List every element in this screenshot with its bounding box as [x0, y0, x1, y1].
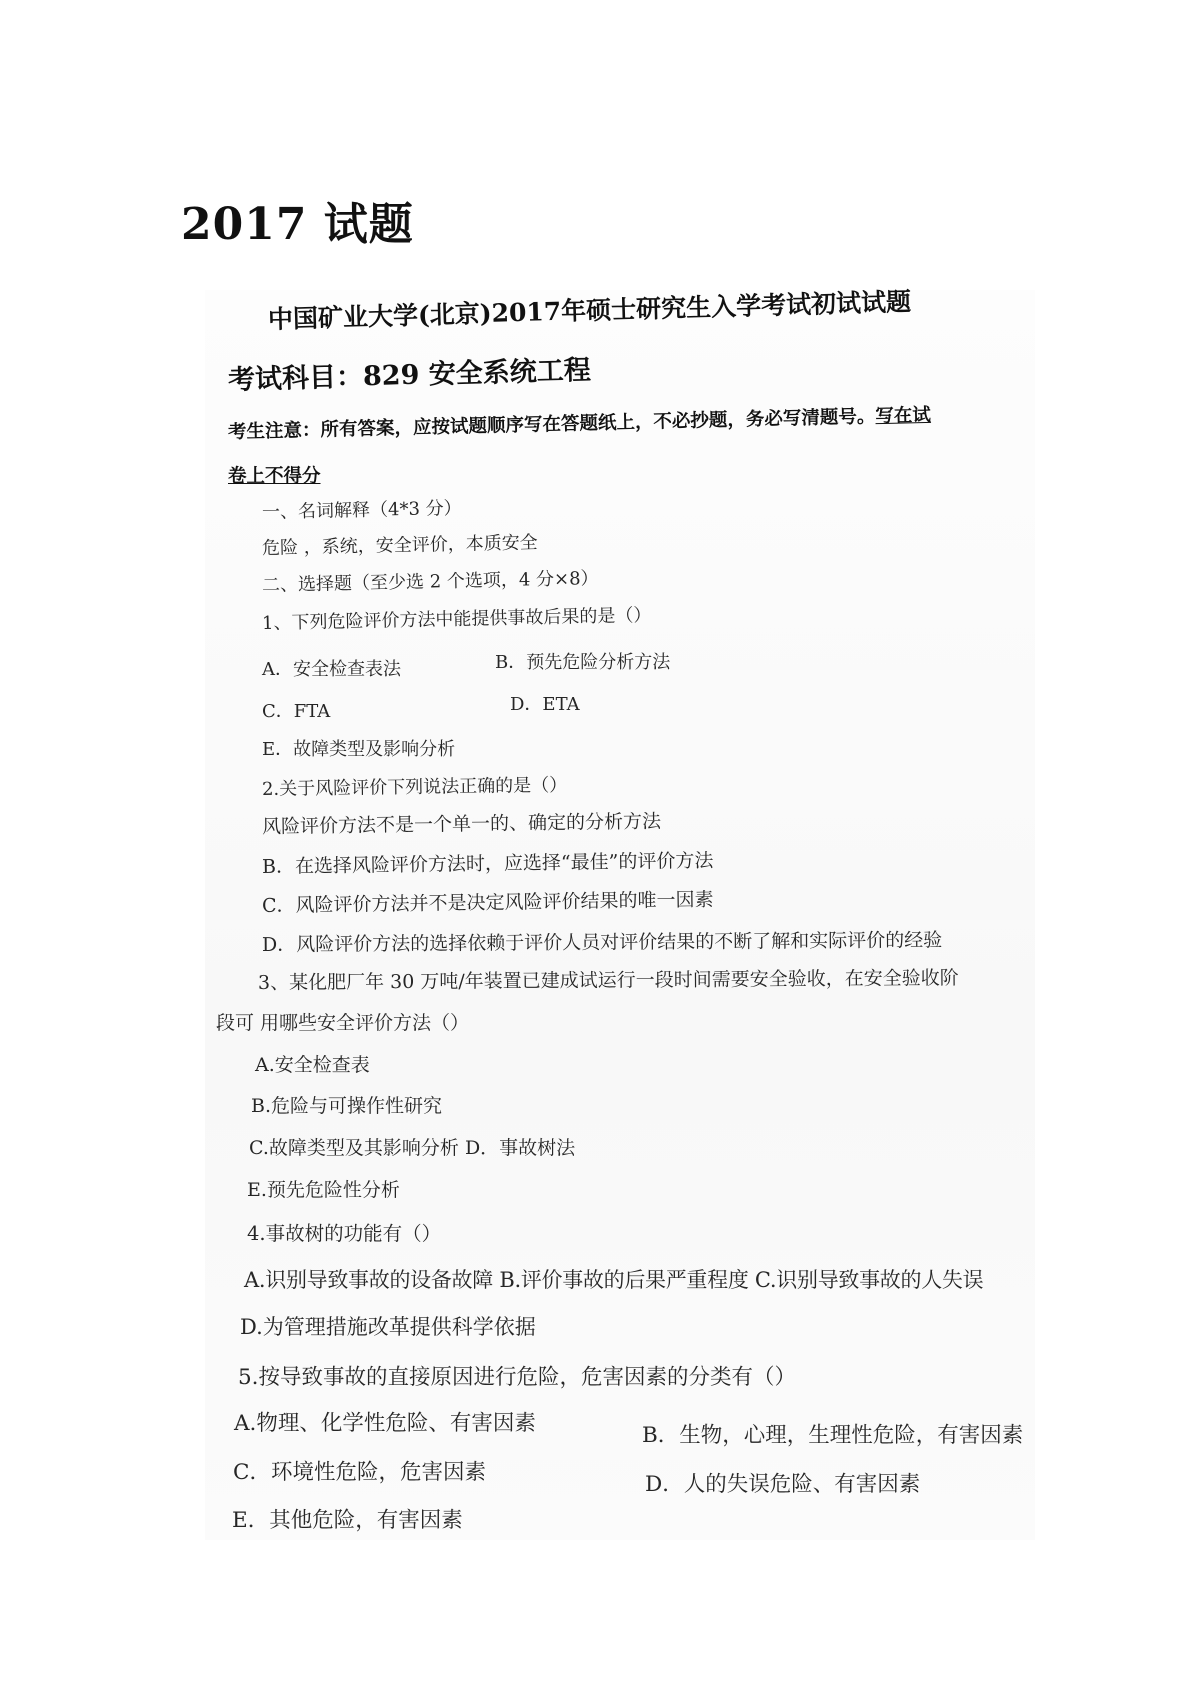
q1-option-a: A．安全检查表法 — [262, 659, 401, 680]
notice-underlined-2: 卷上不得分 — [228, 466, 321, 487]
q1-option-d: D．ETA — [510, 694, 580, 715]
q1-stem: 1、下列危险评价方法中能提供事故后果的是（） — [261, 604, 652, 634]
section1-title: 一、名词解释（4*3 分） — [261, 497, 462, 523]
q5-option-a: A.物理、化学性危险、有害因素 — [234, 1411, 536, 1436]
notice-underlined-1: 写在试 — [875, 404, 932, 428]
q2-option-a: 风险评价方法不是一个单一的、确定的分析方法 — [261, 810, 662, 838]
q3-stem-1: 3、某化肥厂年 30 万吨/年装置已建成试运行一段时间需要安全验收，在安全验收阶 — [257, 967, 959, 994]
q5-option-d: D．人的失误危险、有害因素 — [645, 1472, 921, 1497]
q2-option-b: B．在选择风险评价方法时，应选择“最佳”的评价方法 — [261, 849, 714, 878]
q2-option-c: C．风险评价方法并不是决定风险评价结果的唯一因素 — [261, 888, 714, 917]
q1-option-e: E．故障类型及影响分析 — [262, 739, 456, 760]
q2-option-d: D．风险评价方法的选择依赖于评价人员对评价结果的不断了解和实际评价的经验 — [261, 929, 943, 956]
q5-option-c: C．环境性危险，危害因素 — [233, 1460, 486, 1485]
q4-options-abc: A.识别导致事故的设备故障 B.评价事故的后果严重程度 C.识别导致事故的人失误 — [244, 1268, 984, 1292]
q4-option-d: D.为管理措施改革提供科学依据 — [240, 1315, 536, 1339]
exam-header: 中国矿业大学(北京)2017年硕士研究生入学考试初试试题 — [267, 287, 912, 334]
notice-text: 所有答案，应按试题顺序写在答题纸上，不必抄题，务必写清题号。 — [320, 406, 876, 441]
q5-option-b: B．生物，心理，生理性危险，有害因素 — [642, 1423, 1024, 1448]
q3-option-e: E.预先危险性分析 — [247, 1179, 400, 1201]
subject-label: 考试科目： — [227, 361, 364, 396]
q4-stem: 4.事故树的功能有（） — [247, 1222, 442, 1245]
notice-label: 考生注意： — [227, 419, 321, 443]
subject-value: 829 安全系统工程 — [362, 354, 592, 393]
page-title: 2017 试题 — [181, 199, 414, 250]
q3-option-cd: C.故障类型及其影响分析 D．事故树法 — [249, 1137, 576, 1159]
q3-option-b: B.危险与可操作性研究 — [251, 1095, 443, 1117]
q3-option-a: A.安全检查表 — [255, 1054, 370, 1076]
q5-stem: 5.按导致事故的直接原因进行危险，危害因素的分类有（） — [238, 1365, 797, 1390]
section1-terms: 危险 ，系统，安全评价，本质安全 — [261, 532, 538, 559]
section2-title: 二、选择题（至少选 2 个选项，4 分×8） — [261, 567, 599, 596]
q1-option-c: C．FTA — [262, 701, 331, 722]
q1-option-b: B．预先危险分析方法 — [495, 652, 671, 673]
q2-stem: 2.关于风险评价下列说法正确的是（） — [261, 774, 568, 800]
q3-stem-2: 段可 用哪些安全评价方法（） — [216, 1012, 470, 1034]
q5-option-e: E．其他危险，有害因素 — [232, 1508, 463, 1533]
